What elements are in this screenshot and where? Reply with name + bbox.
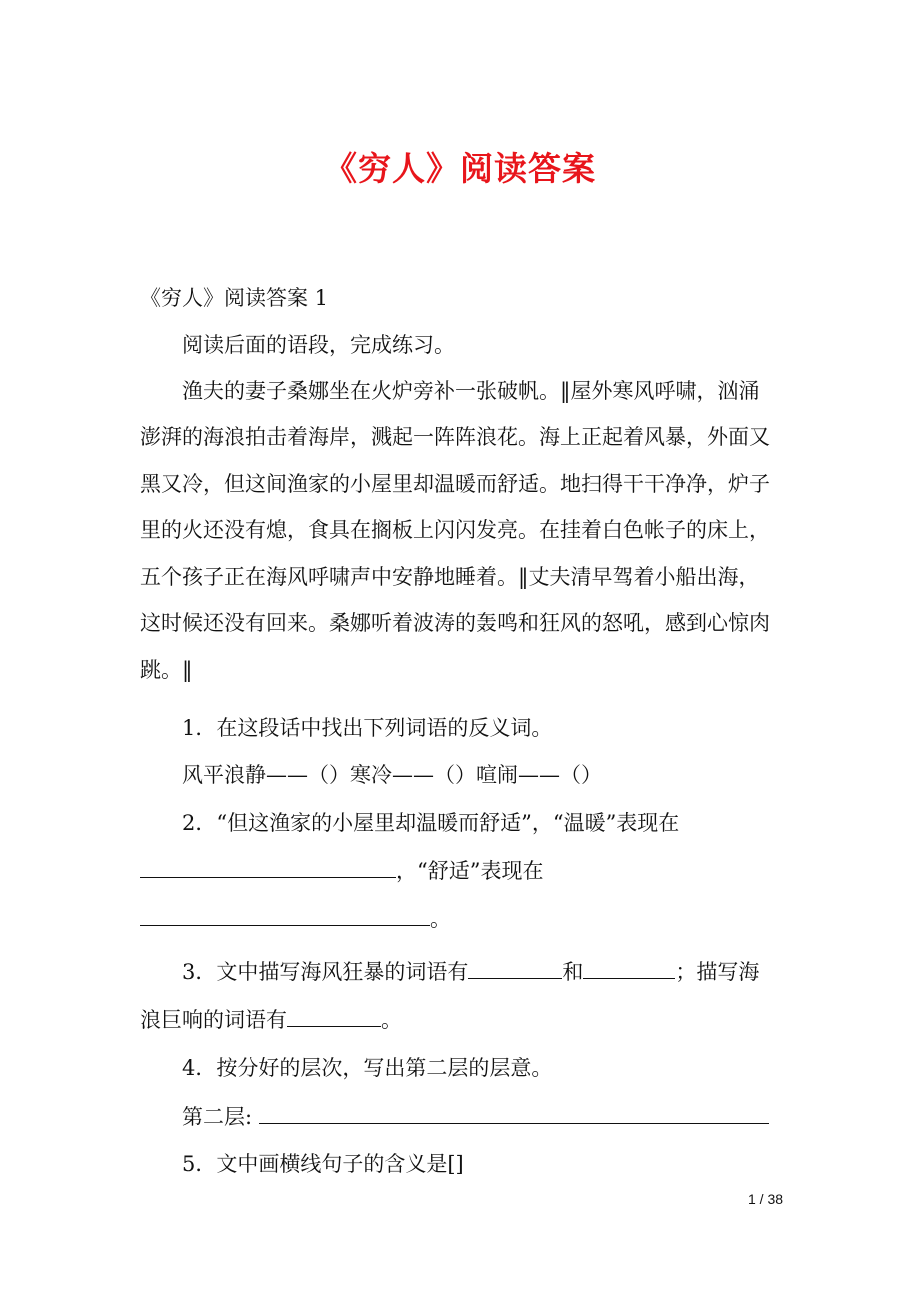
answer-blank[interactable] [468,956,562,979]
document-title: 《穷人》阅读答案 [324,149,596,188]
question-4-prompt: 4．按分好的层次，写出第二层的层意。 [182,1056,553,1080]
question-1-items: 风平浪静——（）寒冷——（）喧闹——（） [182,763,602,787]
question-2-end-text: 。 [430,907,451,931]
question-3-text-4: 浪巨响的词语有 [140,1008,287,1032]
passage-line-3: 黑又冷，但这间渔家的小屋里却温暖而舒适。地扫得干干净净，炉子 [140,472,770,496]
question-2-line-2 [140,855,543,886]
question-5-prompt: 5．文中画横线句子的含义是[] [182,1152,464,1176]
answer-blank[interactable] [259,1101,769,1124]
answer-blank[interactable] [140,903,430,926]
passage-line-5: 五个孩子正在海风呼啸声中安静地睡着。‖丈夫清早驾着小船出海， [140,565,760,589]
question-3-text-3: ；描写海 [675,960,760,984]
passage-line-7: 跳。‖ [140,658,193,682]
passage-line-1: 渔夫的妻子桑娜坐在火炉旁补一张破帆。‖屋外寒风呼啸，汹涌 [182,379,760,403]
answer-blank[interactable] [583,956,675,979]
question-1-prompt: 1．在这段话中找出下列词语的反义词。 [182,716,553,740]
question-2-line-1: 2．“但这渔家的小屋里却温暖而舒适”，“温暖”表现在 [182,811,680,835]
question-3-text-5: 。 [381,1008,402,1032]
page-number: 1 / 38 [748,1191,784,1207]
passage-line-6: 这时候还没有回来。桑娜听着波涛的轰鸣和狂风的怒吼，感到心惊肉 [140,611,770,635]
question-2-mid-text: ，“舒适”表现在 [396,859,544,883]
question-3-line-2 [140,1004,402,1035]
passage-line-2: 澎湃的海浪拍击着海岸，溅起一阵阵浪花。海上正起着风暴，外面又 [140,425,770,449]
question-4-answer-line [182,1101,769,1132]
question-4-label: 第二层: [182,1105,253,1129]
passage-line-4: 里的火还没有熄，食具在搁板上闪闪发亮。在挂着白色帐子的床上， [140,518,770,542]
question-2-line-3 [140,903,451,934]
question-3-text-1: 3．文中描写海风狂暴的词语有 [182,960,469,984]
answer-blank[interactable] [140,855,396,878]
question-3-line-1 [182,956,759,987]
answer-blank[interactable] [287,1004,381,1027]
instruction-text: 阅读后面的语段，完成练习。 [182,333,455,357]
question-3-text-2: 和 [562,960,584,984]
section-heading: 《穷人》阅读答案 1 [140,286,329,310]
